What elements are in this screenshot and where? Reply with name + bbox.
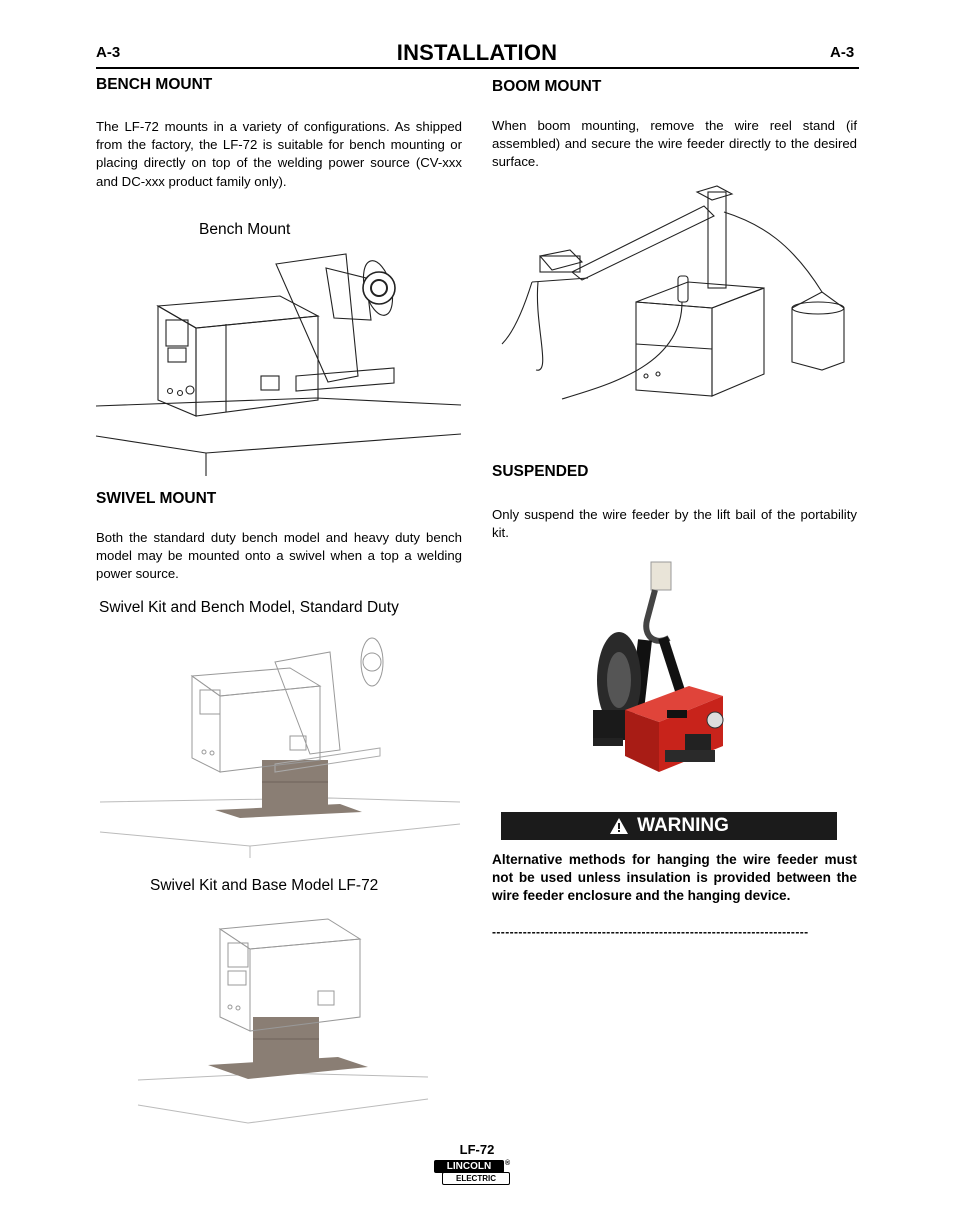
bench-mount-heading: BENCH MOUNT bbox=[96, 76, 213, 93]
boom-mount-heading: BOOM MOUNT bbox=[492, 78, 602, 95]
page-title: INSTALLATION bbox=[396, 40, 558, 65]
warning-body: Alternative methods for hanging the wire feeder must not be used unless insulation is provided between the wire feeder enclosure and the hanging device. bbox=[492, 852, 857, 904]
page-number-left: A-3 bbox=[96, 44, 121, 61]
header-rule bbox=[96, 67, 859, 69]
suspended-heading: SUSPENDED bbox=[492, 463, 589, 480]
page-number-right: A-3 bbox=[830, 44, 855, 61]
suspended-body: Only suspend the wire feeder by the lift bail of the portability kit. bbox=[492, 507, 857, 541]
footer-model: LF-72 bbox=[459, 1142, 495, 1157]
swivel-mount-heading: SWIVEL MOUNT bbox=[96, 490, 217, 507]
warning-dashes: ------------------------------------------------------------------------ bbox=[492, 925, 809, 939]
logo-bottom-text: ELECTRIC bbox=[442, 1172, 510, 1185]
warning-banner bbox=[501, 812, 837, 840]
boom-mount-illustration bbox=[492, 184, 862, 414]
warning-label: WARNING bbox=[637, 815, 729, 836]
warning-triangle-icon bbox=[609, 817, 629, 835]
swivel-mount-body: Both the standard duty bench model and heavy duty bench model may be mounted onto a swivel when a top a welding power source. bbox=[96, 530, 462, 582]
swivel-kit-bench-caption: Swivel Kit and Bench Model, Standard Duty bbox=[99, 599, 399, 616]
logo-top-text: LINCOLN bbox=[434, 1160, 504, 1173]
swivel-bench-illustration bbox=[100, 632, 460, 860]
bench-mount-illustration bbox=[96, 248, 466, 478]
boom-mount-body: When boom mounting, remove the wire reel stand (if assembled) and secure the wire feeder directly to the desired surface. bbox=[492, 118, 857, 170]
bench-mount-caption: Bench Mount bbox=[199, 221, 291, 238]
lincoln-electric-logo bbox=[434, 1160, 510, 1186]
swivel-base-illustration bbox=[138, 905, 428, 1125]
swivel-kit-base-caption: Swivel Kit and Base Model LF-72 bbox=[150, 877, 379, 894]
registered-mark-icon: ® bbox=[505, 1160, 511, 1167]
bench-mount-body: The LF-72 mounts in a variety of configurations. As shipped from the factory, the LF-72 is suitable for bench mounting or placing directly on top of the welding power source (CV-xxx and DC-xxx product family only). bbox=[96, 119, 462, 189]
suspended-photo bbox=[585, 560, 735, 785]
